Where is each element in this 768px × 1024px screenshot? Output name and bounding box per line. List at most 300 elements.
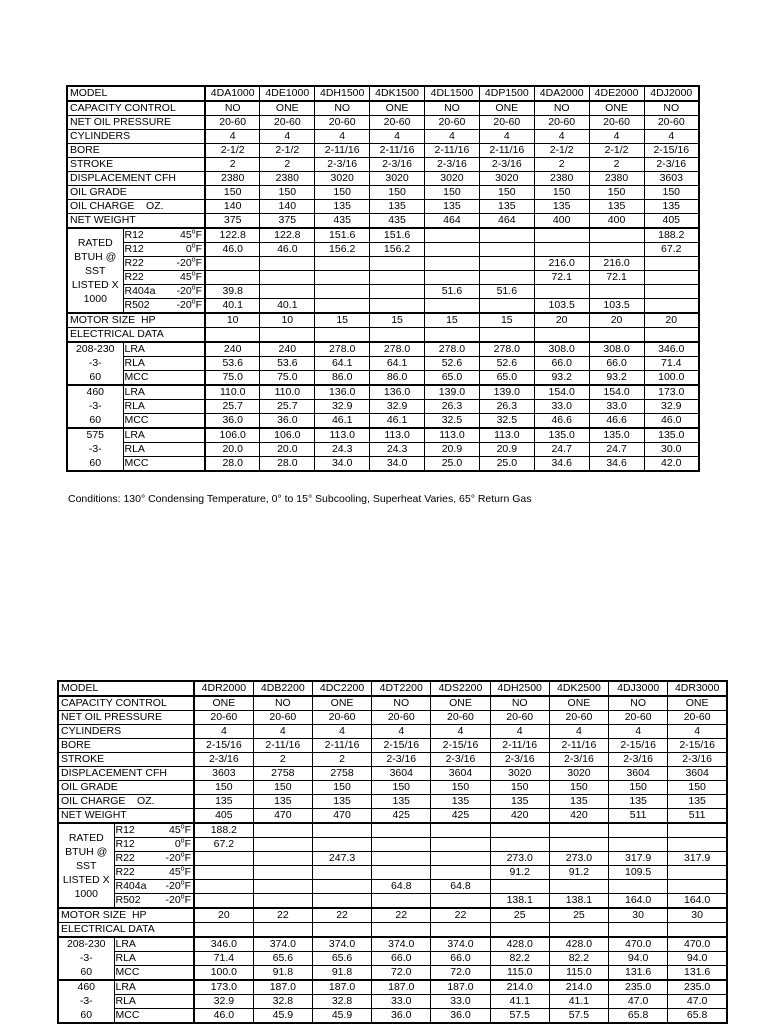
rated-value xyxy=(253,823,312,838)
electrical-value: 24.3 xyxy=(370,443,425,457)
sst-temp: 45$^o$F xyxy=(168,865,191,878)
spec-value: 3020 xyxy=(479,172,534,186)
rated-value xyxy=(609,880,668,894)
empty-cell xyxy=(534,328,589,343)
motor-value: 30 xyxy=(668,908,727,923)
spec-label: OIL CHARGE OZ. xyxy=(67,200,205,214)
rated-value xyxy=(490,880,549,894)
empty-cell xyxy=(668,923,727,938)
electrical-value: 187.0 xyxy=(253,980,312,995)
spec-value: 400 xyxy=(589,214,644,229)
electrical-value: 71.4 xyxy=(644,357,699,371)
electrical-value: 64.1 xyxy=(315,357,370,371)
spec-value: 2 xyxy=(534,158,589,172)
electrical-value: 45.9 xyxy=(312,1009,371,1024)
spec-value: 470 xyxy=(312,809,371,824)
spec-value: 135 xyxy=(589,200,644,214)
rated-value xyxy=(431,894,490,909)
electrical-value: 64.1 xyxy=(370,357,425,371)
electrical-value: 106.0 xyxy=(205,428,260,443)
rated-row xyxy=(58,852,727,866)
motor-value: 15 xyxy=(370,313,425,328)
motor-value: 10 xyxy=(260,313,315,328)
refrigerant-name: R12 xyxy=(124,229,144,241)
rated-value xyxy=(370,299,425,314)
spec-value: 135 xyxy=(644,200,699,214)
model-name: 4DT2200 xyxy=(372,681,431,696)
spec-value: 2-3/16 xyxy=(490,753,549,767)
rated-row xyxy=(67,257,699,271)
rated-value xyxy=(425,243,480,257)
rated-value xyxy=(431,838,490,852)
electrical-value: 131.6 xyxy=(668,966,727,981)
electrical-value: 24.7 xyxy=(589,443,644,457)
rated-value xyxy=(668,880,727,894)
refrigerant-name: R404a xyxy=(115,880,147,892)
electrical-row xyxy=(58,952,727,966)
spec-value: 2380 xyxy=(205,172,260,186)
electrical-value: 135.0 xyxy=(534,428,589,443)
electrical-value: 46.0 xyxy=(644,414,699,429)
refrigerant-name: R22 xyxy=(115,852,135,864)
electrical-value: 113.0 xyxy=(425,428,480,443)
spec-value: 420 xyxy=(549,809,608,824)
electrical-value: 94.0 xyxy=(609,952,668,966)
motor-value: 10 xyxy=(205,313,260,328)
electrical-value: 71.4 xyxy=(194,952,253,966)
spec-value: 470 xyxy=(253,809,312,824)
refrigerant-label xyxy=(123,285,205,299)
spec-value: 20-60 xyxy=(205,116,260,130)
electrical-value: 93.2 xyxy=(589,371,644,386)
model-name: 4DH1500 xyxy=(315,86,370,101)
rated-value xyxy=(253,866,312,880)
spec-label: NET WEIGHT xyxy=(58,809,194,824)
electrical-value: 346.0 xyxy=(194,937,253,952)
refrigerant-label xyxy=(114,852,194,866)
rated-value xyxy=(312,838,371,852)
spec-value: 135 xyxy=(490,795,549,809)
refrigerant-name: R502 xyxy=(124,299,150,311)
refrigerant-name: R502 xyxy=(115,894,141,906)
electrical-value: 86.0 xyxy=(370,371,425,386)
spec-value: 2-1/2 xyxy=(260,144,315,158)
electrical-value: 235.0 xyxy=(609,980,668,995)
rated-value: 188.2 xyxy=(194,823,253,838)
spec-value: 3604 xyxy=(372,767,431,781)
rated-value xyxy=(431,866,490,880)
spec-value: ONE xyxy=(312,696,371,711)
model-label: MODEL xyxy=(67,86,205,101)
rated-value xyxy=(479,228,534,243)
sst-temp: 0$^o$F xyxy=(185,242,202,255)
electrical-value: 374.0 xyxy=(253,937,312,952)
electrical-value: 131.6 xyxy=(609,966,668,981)
empty-cell xyxy=(315,328,370,343)
electrical-value: 57.5 xyxy=(549,1009,608,1024)
spec-row xyxy=(58,711,727,725)
rated-row xyxy=(58,838,727,852)
spec-label: CYLINDERS xyxy=(67,130,205,144)
voltage-group-line: 208-230 xyxy=(67,342,123,357)
electrical-type: MCC xyxy=(123,371,205,386)
rated-value: 216.0 xyxy=(534,257,589,271)
electrical-value: 26.3 xyxy=(425,400,480,414)
spec-value: 2-15/16 xyxy=(372,739,431,753)
rated-value xyxy=(490,823,549,838)
electrical-value: 374.0 xyxy=(431,937,490,952)
electrical-value: 36.0 xyxy=(260,414,315,429)
model-name: 4DA2000 xyxy=(534,86,589,101)
rated-value: 40.1 xyxy=(205,299,260,314)
electrical-type: LRA xyxy=(123,342,205,357)
spec-value: ONE xyxy=(668,696,727,711)
spec-value: 20-60 xyxy=(194,711,253,725)
refrigerant-label xyxy=(123,271,205,285)
rated-value xyxy=(609,838,668,852)
empty-cell xyxy=(490,923,549,938)
spec-value: 150 xyxy=(589,186,644,200)
spec-value: 4 xyxy=(260,130,315,144)
electrical-value: 65.8 xyxy=(668,1009,727,1024)
electrical-value: 187.0 xyxy=(431,980,490,995)
spec-value: 2-1/2 xyxy=(205,144,260,158)
rated-row xyxy=(58,823,727,838)
spec-value: NO xyxy=(425,101,480,116)
spec-value: 135 xyxy=(609,795,668,809)
electrical-type: RLA xyxy=(114,995,194,1009)
spec-label: CAPACITY CONTROL xyxy=(67,101,205,116)
rated-value: 273.0 xyxy=(549,852,608,866)
sst-temp: -20$^o$F xyxy=(165,893,191,906)
spec-value: 20-60 xyxy=(644,116,699,130)
spec-value: 150 xyxy=(479,186,534,200)
electrical-value: 20.0 xyxy=(205,443,260,457)
motor-value: 15 xyxy=(425,313,480,328)
conditions-note: Conditions: 130° Condensing Temperature, 0° to 15° Subcooling, Superheat Varies, 65° Return Gas xyxy=(68,493,532,505)
electrical-value: 214.0 xyxy=(490,980,549,995)
rated-value xyxy=(479,299,534,314)
spec-value: 4 xyxy=(534,130,589,144)
rated-value xyxy=(668,838,727,852)
spec-value: 150 xyxy=(549,781,608,795)
refrigerant-label xyxy=(114,866,194,880)
model-name: 4DJ3000 xyxy=(609,681,668,696)
spec-value: 4 xyxy=(205,130,260,144)
electrical-row xyxy=(67,371,699,386)
rated-value xyxy=(425,271,480,285)
spec-value: 20-60 xyxy=(490,711,549,725)
spec-value: 2 xyxy=(260,158,315,172)
spec-row xyxy=(58,725,727,739)
model-name: 4DA1000 xyxy=(205,86,260,101)
spec-value: ONE xyxy=(589,101,644,116)
empty-cell xyxy=(253,923,312,938)
sst-temp: -20$^o$F xyxy=(165,851,191,864)
electrical-value: 110.0 xyxy=(260,385,315,400)
motor-value: 30 xyxy=(609,908,668,923)
spec-row xyxy=(67,101,699,116)
rated-value xyxy=(194,852,253,866)
electrical-value: 25.0 xyxy=(479,457,534,472)
rated-value: 216.0 xyxy=(589,257,644,271)
electrical-value: 136.0 xyxy=(370,385,425,400)
spec-value: 2-11/16 xyxy=(312,739,371,753)
electrical-value: 65.0 xyxy=(425,371,480,386)
rated-row xyxy=(67,271,699,285)
electrical-value: 240 xyxy=(205,342,260,357)
spec-value: 20-60 xyxy=(370,116,425,130)
electrical-value: 36.0 xyxy=(372,1009,431,1024)
spec-value: 135 xyxy=(372,795,431,809)
rated-value xyxy=(315,271,370,285)
spec-value: 135 xyxy=(549,795,608,809)
electrical-value: 115.0 xyxy=(549,966,608,981)
rated-value: 151.6 xyxy=(370,228,425,243)
electrical-type: LRA xyxy=(114,937,194,952)
empty-cell xyxy=(479,328,534,343)
rated-value: 46.0 xyxy=(260,243,315,257)
spec-value: 425 xyxy=(431,809,490,824)
spec-value: 4 xyxy=(372,725,431,739)
spec-value: 511 xyxy=(668,809,727,824)
table-header-row xyxy=(67,86,699,101)
rated-value xyxy=(479,257,534,271)
rated-value xyxy=(549,823,608,838)
empty-cell xyxy=(425,328,480,343)
spec-value: 20-60 xyxy=(315,116,370,130)
electrical-row xyxy=(67,443,699,457)
electrical-value: 25.7 xyxy=(260,400,315,414)
electrical-value: 278.0 xyxy=(315,342,370,357)
spec-value: 135 xyxy=(431,795,490,809)
spec-value: 20-60 xyxy=(372,711,431,725)
refrigerant-label xyxy=(123,243,205,257)
spec-value: 20-60 xyxy=(534,116,589,130)
electrical-value: 106.0 xyxy=(260,428,315,443)
spec-value: 2-11/16 xyxy=(315,144,370,158)
electrical-value: 53.6 xyxy=(260,357,315,371)
electrical-value: 82.2 xyxy=(490,952,549,966)
electrical-value: 36.0 xyxy=(205,414,260,429)
spec-row xyxy=(67,200,699,214)
empty-cell xyxy=(372,923,431,938)
electrical-type: MCC xyxy=(114,966,194,981)
spec-value: 3020 xyxy=(315,172,370,186)
spec-value: 4 xyxy=(668,725,727,739)
spec-value: 400 xyxy=(534,214,589,229)
rated-row xyxy=(58,866,727,880)
spec-value: 20-60 xyxy=(589,116,644,130)
rated-value: 164.0 xyxy=(668,894,727,909)
spec-value: 135 xyxy=(315,200,370,214)
rated-value xyxy=(370,257,425,271)
rated-value xyxy=(253,880,312,894)
rated-value xyxy=(644,299,699,314)
electrical-value: 65.0 xyxy=(479,371,534,386)
spec-value: 2 xyxy=(253,753,312,767)
spec-value: 2 xyxy=(205,158,260,172)
spec-row xyxy=(67,158,699,172)
voltage-group-line: 460 xyxy=(67,385,123,400)
electrical-label: ELECTRICAL DATA xyxy=(58,923,194,938)
spec-row xyxy=(67,130,699,144)
model-name: 4DC2200 xyxy=(312,681,371,696)
motor-label: MOTOR SIZE HP xyxy=(67,313,205,328)
motor-value: 15 xyxy=(315,313,370,328)
rated-value xyxy=(644,271,699,285)
rated-value: 40.1 xyxy=(260,299,315,314)
refrigerant-name: R12 xyxy=(115,824,135,836)
rated-row xyxy=(67,228,699,243)
spec-value: ONE xyxy=(370,101,425,116)
spec-value: 150 xyxy=(609,781,668,795)
motor-value: 22 xyxy=(372,908,431,923)
voltage-group-line: 208-230 xyxy=(58,937,114,952)
rated-value: 156.2 xyxy=(315,243,370,257)
sst-temp: -20$^o$F xyxy=(165,879,191,892)
electrical-value: 34.6 xyxy=(534,457,589,472)
electrical-row xyxy=(58,995,727,1009)
electrical-value: 46.1 xyxy=(370,414,425,429)
electrical-row xyxy=(67,385,699,400)
spec-value: 20-60 xyxy=(479,116,534,130)
spec-row xyxy=(58,753,727,767)
empty-cell xyxy=(194,923,253,938)
electrical-value: 374.0 xyxy=(312,937,371,952)
electrical-value: 47.0 xyxy=(609,995,668,1009)
model-name: 4DH2500 xyxy=(490,681,549,696)
spec-value: 2-15/16 xyxy=(609,739,668,753)
motor-label: MOTOR SIZE HP xyxy=(58,908,194,923)
spec-value: 135 xyxy=(370,200,425,214)
rated-value xyxy=(644,257,699,271)
electrical-value: 66.0 xyxy=(372,952,431,966)
rated-value xyxy=(253,852,312,866)
rated-value: 122.8 xyxy=(205,228,260,243)
spec-value: 135 xyxy=(312,795,371,809)
spec-row xyxy=(58,696,727,711)
rated-value xyxy=(260,271,315,285)
spec-value: 135 xyxy=(479,200,534,214)
refrigerant-label xyxy=(114,880,194,894)
electrical-value: 86.0 xyxy=(315,371,370,386)
rated-value xyxy=(253,894,312,909)
electrical-value: 20.0 xyxy=(260,443,315,457)
electrical-value: 93.2 xyxy=(534,371,589,386)
spec-value: 3603 xyxy=(644,172,699,186)
spec-value: 2380 xyxy=(260,172,315,186)
electrical-value: 75.0 xyxy=(260,371,315,386)
sst-temp: 45$^o$F xyxy=(168,823,191,836)
spec-value: ONE xyxy=(194,696,253,711)
spec-value: 4 xyxy=(589,130,644,144)
spec-label: DISPLACEMENT CFH xyxy=(67,172,205,186)
spec-value: 425 xyxy=(372,809,431,824)
spec-value: 405 xyxy=(644,214,699,229)
electrical-value: 94.0 xyxy=(668,952,727,966)
electrical-type: LRA xyxy=(123,428,205,443)
compressor-spec-table-1 xyxy=(66,85,700,472)
rated-value xyxy=(549,838,608,852)
spec-value: 150 xyxy=(315,186,370,200)
electrical-row xyxy=(67,400,699,414)
model-name: 4DS2200 xyxy=(431,681,490,696)
spec-value: 2 xyxy=(589,158,644,172)
spec-value: 2-15/16 xyxy=(431,739,490,753)
spec-value: 2-3/16 xyxy=(194,753,253,767)
rated-value xyxy=(315,299,370,314)
spec-value: 420 xyxy=(490,809,549,824)
motor-value: 20 xyxy=(534,313,589,328)
refrigerant-name: R12 xyxy=(124,243,144,255)
spec-value: NO xyxy=(372,696,431,711)
spec-value: 150 xyxy=(431,781,490,795)
electrical-header-row xyxy=(67,328,699,343)
electrical-value: 72.0 xyxy=(372,966,431,981)
model-name: 4DP1500 xyxy=(479,86,534,101)
electrical-value: 173.0 xyxy=(644,385,699,400)
spec-value: 150 xyxy=(372,781,431,795)
electrical-value: 46.0 xyxy=(194,1009,253,1024)
spec-value: 3603 xyxy=(194,767,253,781)
electrical-value: 32.9 xyxy=(370,400,425,414)
motor-row xyxy=(67,313,699,328)
rated-value xyxy=(205,271,260,285)
rated-value xyxy=(534,285,589,299)
spec-value: NO xyxy=(534,101,589,116)
spec-row xyxy=(58,781,727,795)
electrical-value: 100.0 xyxy=(644,371,699,386)
spec-value: 135 xyxy=(668,795,727,809)
spec-value: 3604 xyxy=(431,767,490,781)
voltage-group-line: 60 xyxy=(67,457,123,472)
electrical-value: 65.8 xyxy=(609,1009,668,1024)
rated-row xyxy=(67,285,699,299)
rated-value xyxy=(315,285,370,299)
rated-value xyxy=(589,243,644,257)
spec-value: 4 xyxy=(194,725,253,739)
spec-label: OIL GRADE xyxy=(67,186,205,200)
empty-cell xyxy=(260,328,315,343)
electrical-value: 28.0 xyxy=(205,457,260,472)
spec-value: 2380 xyxy=(589,172,644,186)
spec-value: 20-60 xyxy=(549,711,608,725)
spec-value: 135 xyxy=(534,200,589,214)
model-name: 4DR3000 xyxy=(668,681,727,696)
electrical-type: LRA xyxy=(123,385,205,400)
electrical-value: 41.1 xyxy=(549,995,608,1009)
electrical-value: 214.0 xyxy=(549,980,608,995)
rated-value xyxy=(490,838,549,852)
rated-value xyxy=(372,852,431,866)
electrical-value: 139.0 xyxy=(425,385,480,400)
rated-value xyxy=(312,866,371,880)
spec-label: NET OIL PRESSURE xyxy=(58,711,194,725)
refrigerant-label xyxy=(123,228,205,243)
spec-value: 3020 xyxy=(549,767,608,781)
electrical-value: 154.0 xyxy=(589,385,644,400)
rated-value: 151.6 xyxy=(315,228,370,243)
spec-value: 2-15/16 xyxy=(668,739,727,753)
electrical-value: 72.0 xyxy=(431,966,490,981)
rated-value xyxy=(479,271,534,285)
spec-label: BORE xyxy=(67,144,205,158)
spec-row xyxy=(58,739,727,753)
spec-value: 464 xyxy=(479,214,534,229)
rated-value xyxy=(668,866,727,880)
spec-value: 4 xyxy=(609,725,668,739)
